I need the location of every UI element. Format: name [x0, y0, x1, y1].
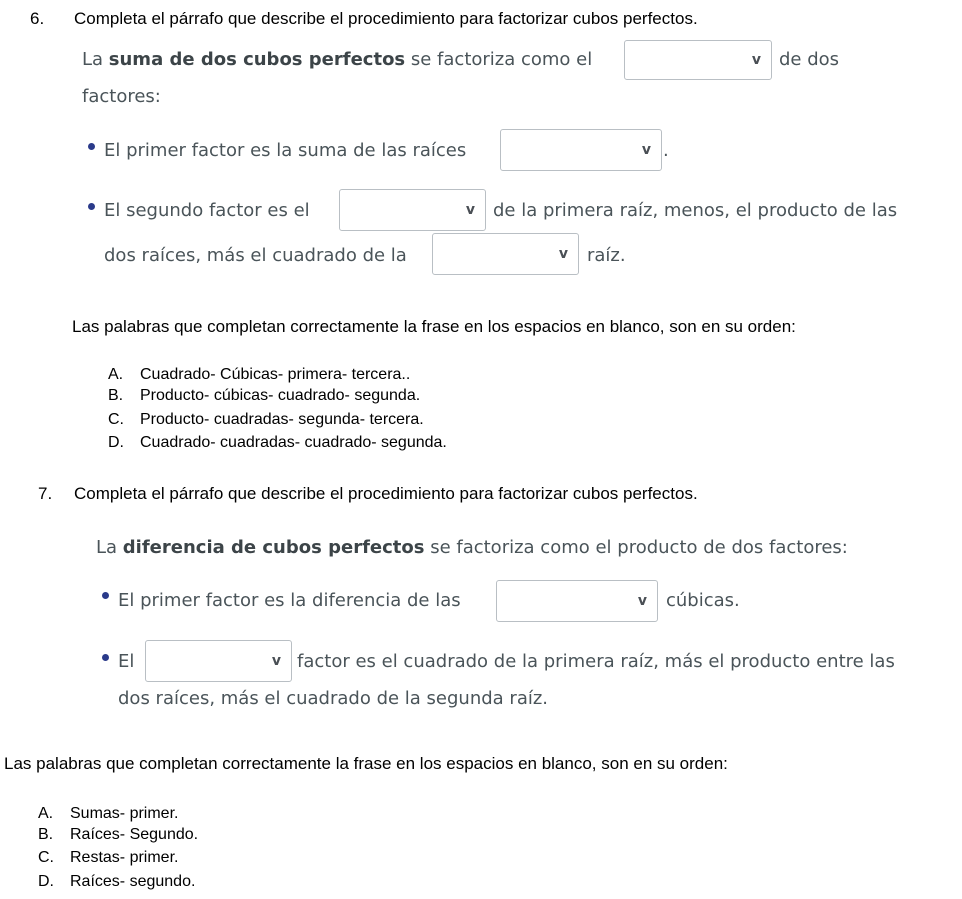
q6-dropdown-1[interactable]: [624, 40, 772, 80]
chevron-down-icon: v: [271, 653, 281, 669]
q7-option-d: D. Raíces- segundo.: [38, 873, 196, 890]
q6-bullet2-line2-end: raíz.: [587, 245, 626, 266]
chevron-down-icon: v: [641, 142, 651, 158]
q6-line1: La suma de dos cubos perfectos se factoriza como el: [82, 49, 593, 70]
q7-bullet1-text: El primer factor es la diferencia de las: [118, 590, 461, 611]
q7-option-a: A. Sumas- primer.: [38, 805, 179, 822]
q7-bullet1-end: cúbicas.: [666, 590, 740, 611]
q6-line1-end: de dos: [779, 49, 840, 70]
bullet-icon: [102, 592, 109, 599]
q6-bullet2-post: de la primera raíz, menos, el producto de las: [493, 200, 898, 221]
q7-option-b: B. Raíces- Segundo.: [38, 826, 199, 843]
q7-prompt: Completa el párrafo que describe el procedimiento para factorizar cubos perfectos.: [74, 484, 698, 503]
bullet-icon: [88, 203, 95, 210]
q6-option-d: D. Cuadrado- cuadradas- cuadrado- segunda.: [108, 434, 447, 451]
bullet-icon: [88, 143, 95, 150]
q7-option-c: C. Restas- primer.: [38, 849, 179, 866]
q7-bold-term: diferencia de cubos perfectos: [122, 537, 425, 558]
q7-bullet2-text: El: [118, 651, 135, 672]
q7-dropdown-1[interactable]: [496, 580, 658, 622]
q6-bullet2-text: El segundo factor es el: [104, 200, 310, 221]
chevron-down-icon: v: [751, 52, 761, 68]
chevron-down-icon: v: [637, 593, 647, 609]
q6-bold-term: suma de dos cubos perfectos: [108, 49, 406, 70]
q6-bullet2-line2: dos raíces, más el cuadrado de la: [104, 245, 407, 266]
q6-dropdown-4[interactable]: [432, 233, 579, 275]
q7-line1: La diferencia de cubos perfectos se factoriza como el producto de dos factores:: [96, 537, 848, 558]
q6-instruction: Las palabras que completan correctamente la frase en los espacios en blanco, son en su orden:: [72, 317, 796, 336]
q6-prompt: Completa el párrafo que describe el procedimiento para factorizar cubos perfectos.: [74, 9, 698, 28]
chevron-down-icon: v: [558, 246, 568, 262]
q6-bullet1-end: .: [663, 140, 669, 161]
q7-bullet2-line2: dos raíces, más el cuadrado de la segunda raíz.: [118, 688, 549, 709]
q6-dropdown-3[interactable]: [339, 189, 486, 231]
q6-bullet1-text: El primer factor es la suma de las raíces: [104, 140, 467, 161]
q7-number: 7.: [38, 484, 53, 503]
q6-dropdown-2[interactable]: [500, 129, 662, 171]
q6-option-a: A. Cuadrado- Cúbicas- primera- tercera..: [108, 366, 411, 383]
q6-number: 6.: [30, 9, 45, 28]
q7-bullet2-post: factor es el cuadrado de la primera raíz, más el producto entre las: [297, 651, 895, 672]
q6-option-b: B. Producto- cúbicas- cuadrado- segunda.: [108, 387, 421, 404]
chevron-down-icon: v: [465, 202, 475, 218]
q6-line2: factores:: [82, 86, 161, 107]
q7-instruction: Las palabras que completan correctamente la frase en los espacios en blanco, son en su orden:: [4, 754, 728, 773]
q6-option-c: C. Producto- cuadradas- segunda- tercera.: [108, 411, 424, 428]
q7-dropdown-2[interactable]: [145, 640, 292, 682]
bullet-icon: [102, 654, 109, 661]
